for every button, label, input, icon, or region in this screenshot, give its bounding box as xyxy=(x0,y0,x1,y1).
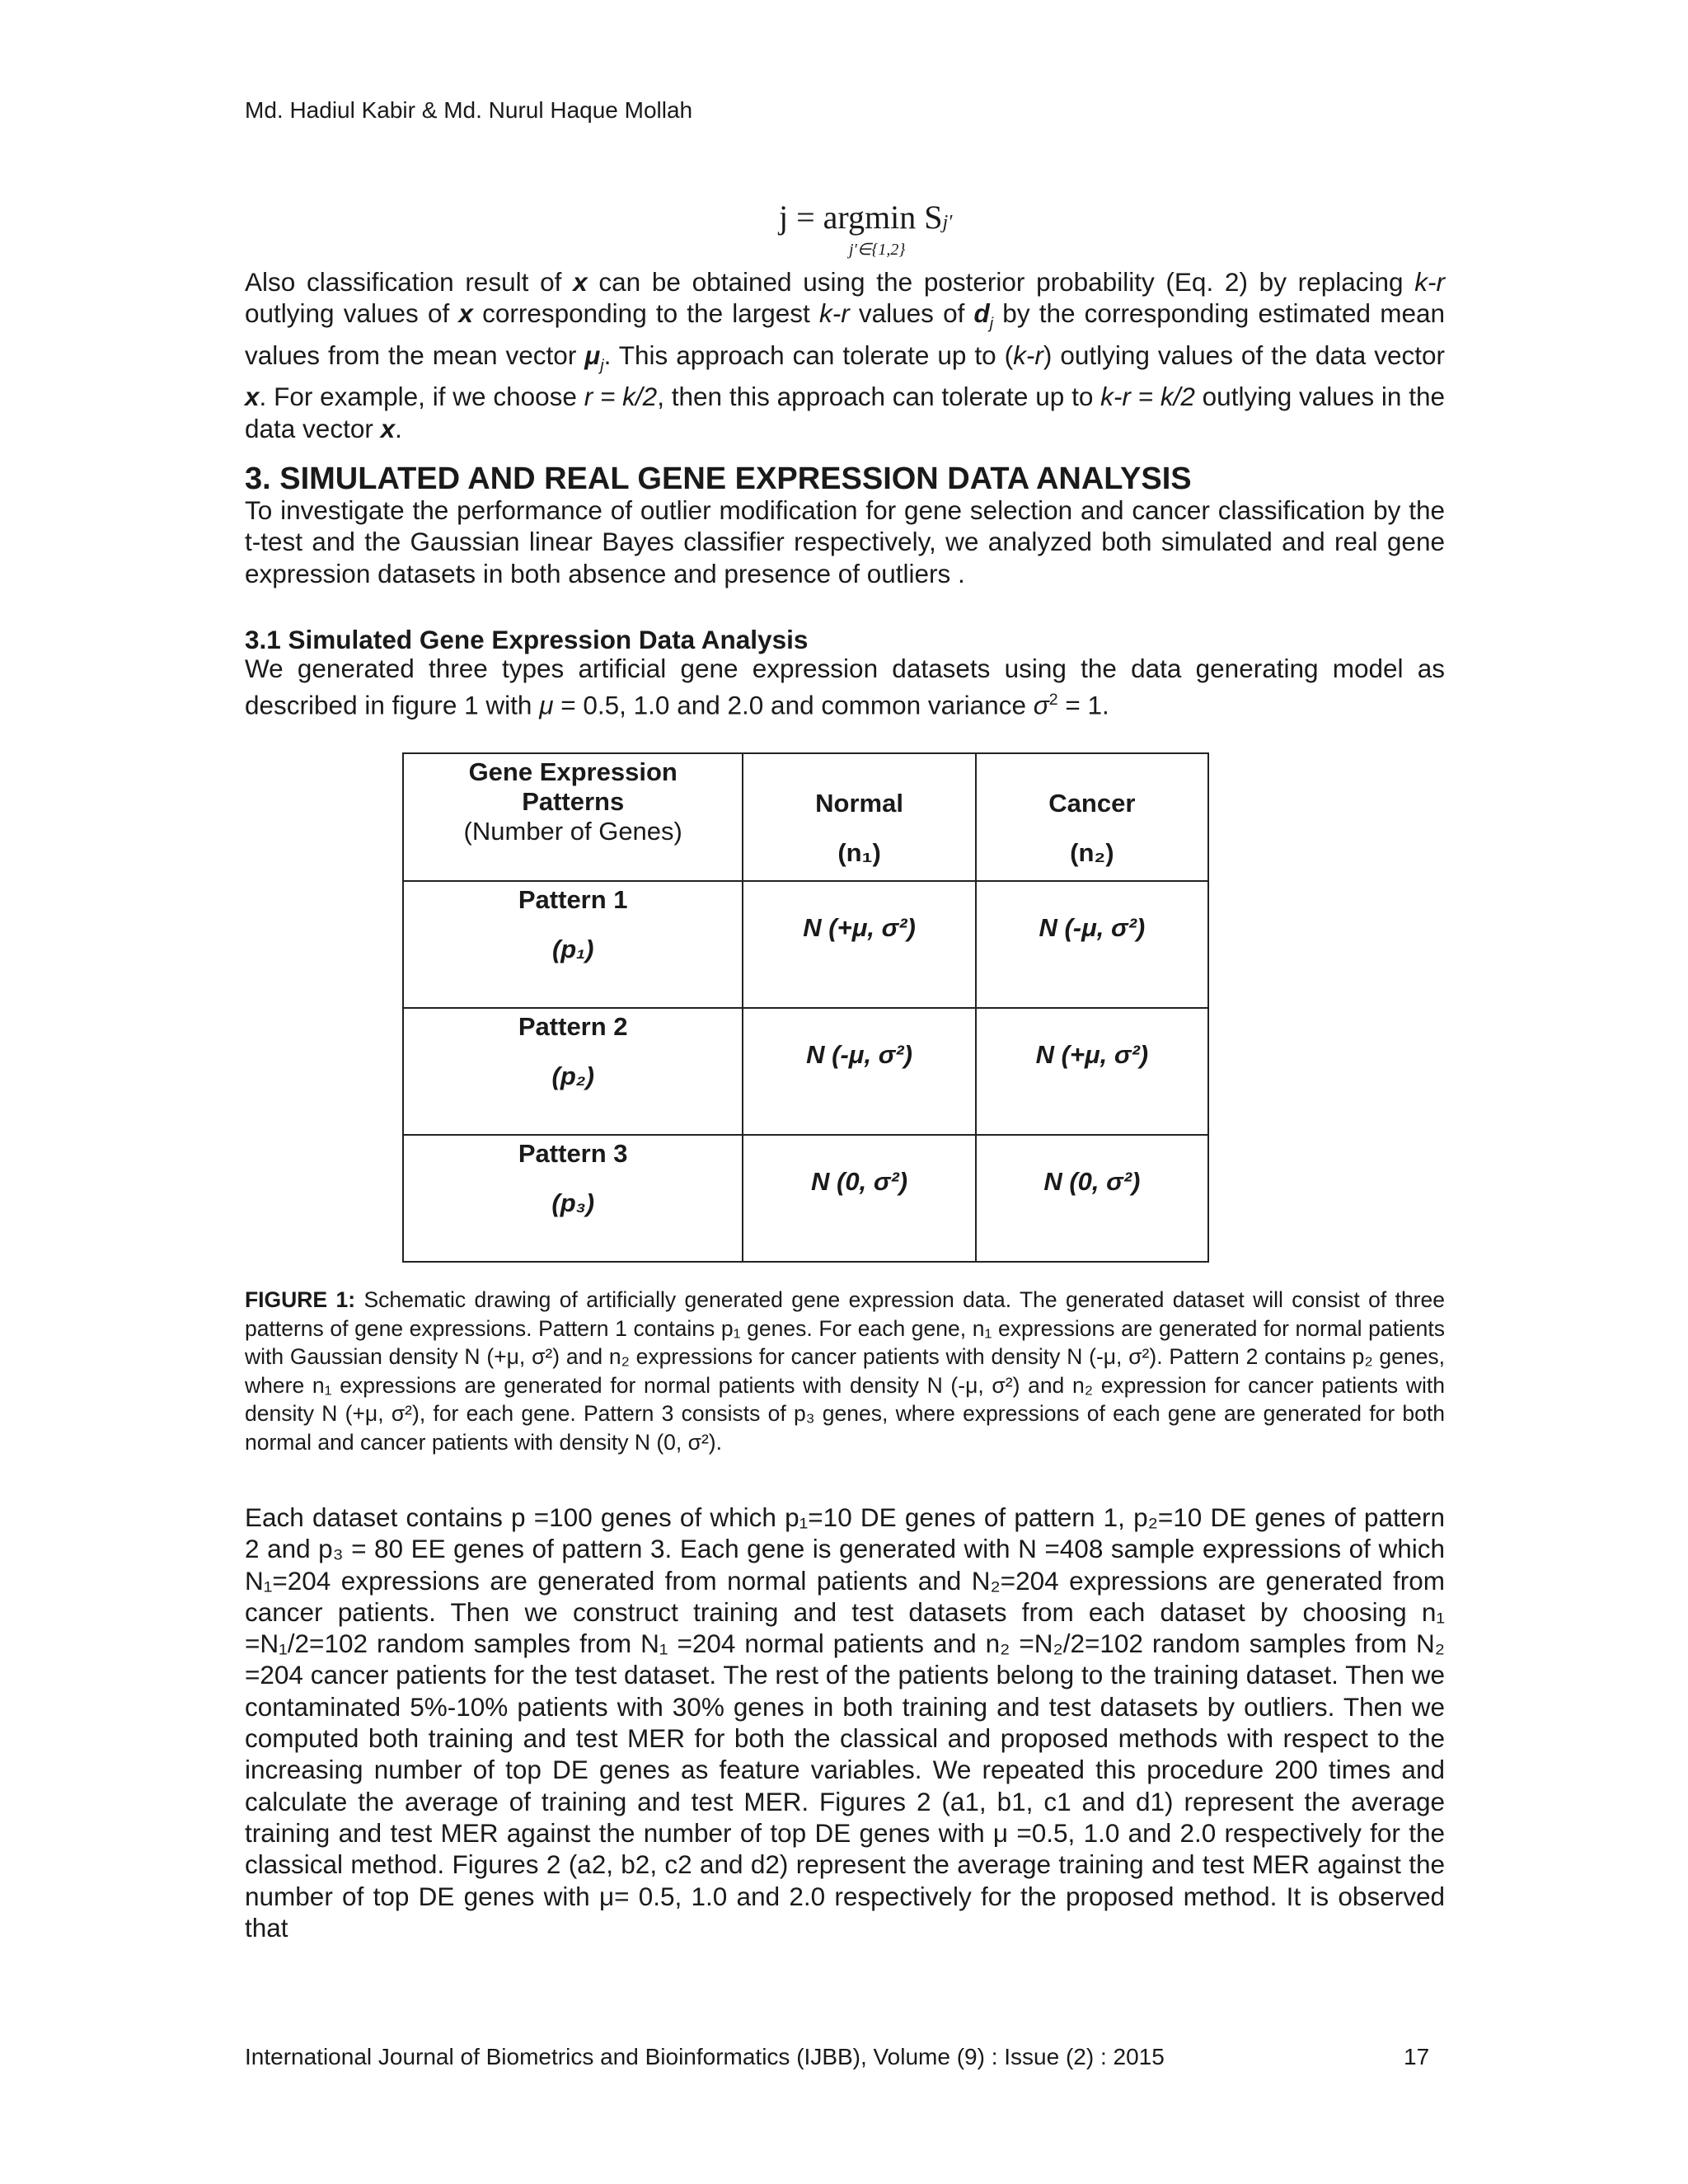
figure-1-table: Gene Expression Patterns (Number of Genes) Normal (n₁) Cancer (n₂) Pattern 1 (p₁) N (+μ, σ²) N (-μ, σ²) Pattern 2 (p₂) N (-μ, σ²) N (+μ, σ²) Pattern 3 (p₃) N (0, σ²) N (0, σ²) xyxy=(402,752,1209,1263)
footer-journal: International Journal of Biometrics and Bioinformatics (IJBB), Volume (9) : Issue (2) : 2015 xyxy=(245,2044,1165,2069)
table-header-normal: Normal (n₁) xyxy=(743,753,975,881)
paragraph-classification: Also classification result of x can be obtained using the posterior probability (Eq. 2) by replacing k-r outlying values of x corresponding to the largest k-r values of $d_j$ by the corresponding estimated mean values from the mean vector $\mu_j$. This approach can tolerate up to (k-r) outlying values of the data vector x. For example, if we choose r = k/2, then this approach can tolerate up to k-r = k/2 outlying values in the data vector x. xyxy=(245,267,1446,443)
equation-subscript-symbol: j′ xyxy=(942,212,953,233)
section-3-heading: 3. SIMULATED AND REAL GENE EXPRESSION DATA ANALYSIS xyxy=(245,462,1192,496)
argmin-equation xyxy=(779,198,953,259)
table-row: Pattern 3 (p₃) xyxy=(403,1135,743,1262)
equation-subscript: j′∈{1,2} xyxy=(849,241,906,259)
section-3-1-intro: We generated three types artificial gene expression datasets using the data generating model as described in figure 1 with μ = 0.5, 1.0 and 2.0 and common variance $\sigma^2 = 1$. xyxy=(245,654,1445,720)
section-3-intro: To investigate the performance of outlier modification for gene selection and cancer classification by the t-test and the Gaussian linear Bayes classifier respectively, we analyzed both simulated and real gene expression datasets in both absence and presence of outliers . xyxy=(245,495,1445,588)
page-number: 17 xyxy=(1404,2044,1430,2069)
equation-lhs: j = argmin S xyxy=(779,199,943,236)
caption-label: FIGURE 1: xyxy=(245,1287,356,1312)
section-3-1-heading: 3.1 Simulated Gene Expression Data Analysis xyxy=(245,625,809,654)
table-row: Pattern 2 (p₂) xyxy=(403,1008,743,1135)
table-header-cancer: Cancer (n₂) xyxy=(976,753,1208,881)
paragraph-datasets: Each dataset contains p =100 genes of which p₁=10 DE genes of pattern 1, p₂=10 DE genes of pattern 2 and p₃ = 80 EE genes of pattern 3. Each gene is generated with N =408 sample expressions of which N₁=204 expressions are generated from normal patients and N₂=204 expressions are generated from cancer patients. Then we construct training and test datasets from each dataset by choosing n₁ =N₁/2=102 random samples from N₁ =204 normal patients and n₂ =N₂/2=102 random samples from N₂ =204 cancer patients for the test dataset. The rest of the patients belong to the training dataset. Then we contaminated 5%-10% patients with 30% genes in both training and test datasets by outliers. Then we computed both training and test MER for both the classical and proposed methods with respect to the increasing number of top DE genes as feature variables. We repeated this procedure 200 times and calculate the average of training and test MER. Figures 2 (a1, b1, c1 and d1) represent the average training and test MER against the number of top DE genes with μ =0.5, 1.0 and 2.0 respectively for the classical method. Figures 2 (a2, b2, c2 and d2) represent the average training and test MER against the number of top DE genes with μ= 0.5, 1.0 and 2.0 respectively for the proposed method. It is observed that xyxy=(245,1502,1445,1943)
figure-1-caption xyxy=(245,1286,1445,1456)
running-header: Md. Hadiul Kabir & Md. Nurul Haque Mollah xyxy=(245,97,693,123)
caption-text: Schematic drawing of artificially generated gene expression data. The generated dataset will consist of three patterns of gene expressions. Pattern 1 contains p₁ genes. For each gene, n₁ expressions are generated for normal patients with Gaussian density N (+μ, σ²) and n₂ expressions for cancer patients with density N (-μ, σ²). Pattern 2 contains p₂ genes, where n₁ expressions are generated for normal patients with density N (-μ, σ²) and n₂ expression for cancer patients with density N (+μ, σ²), for each gene. Pattern 3 consists of p₃ genes, where expressions of each gene are generated for both normal and cancer patients with density N (0, σ²). xyxy=(245,1287,1445,1455)
table-row: Pattern 1 (p₁) xyxy=(403,881,743,1008)
table-header-patterns: Gene Expression Patterns (Number of Genes) xyxy=(403,753,743,881)
